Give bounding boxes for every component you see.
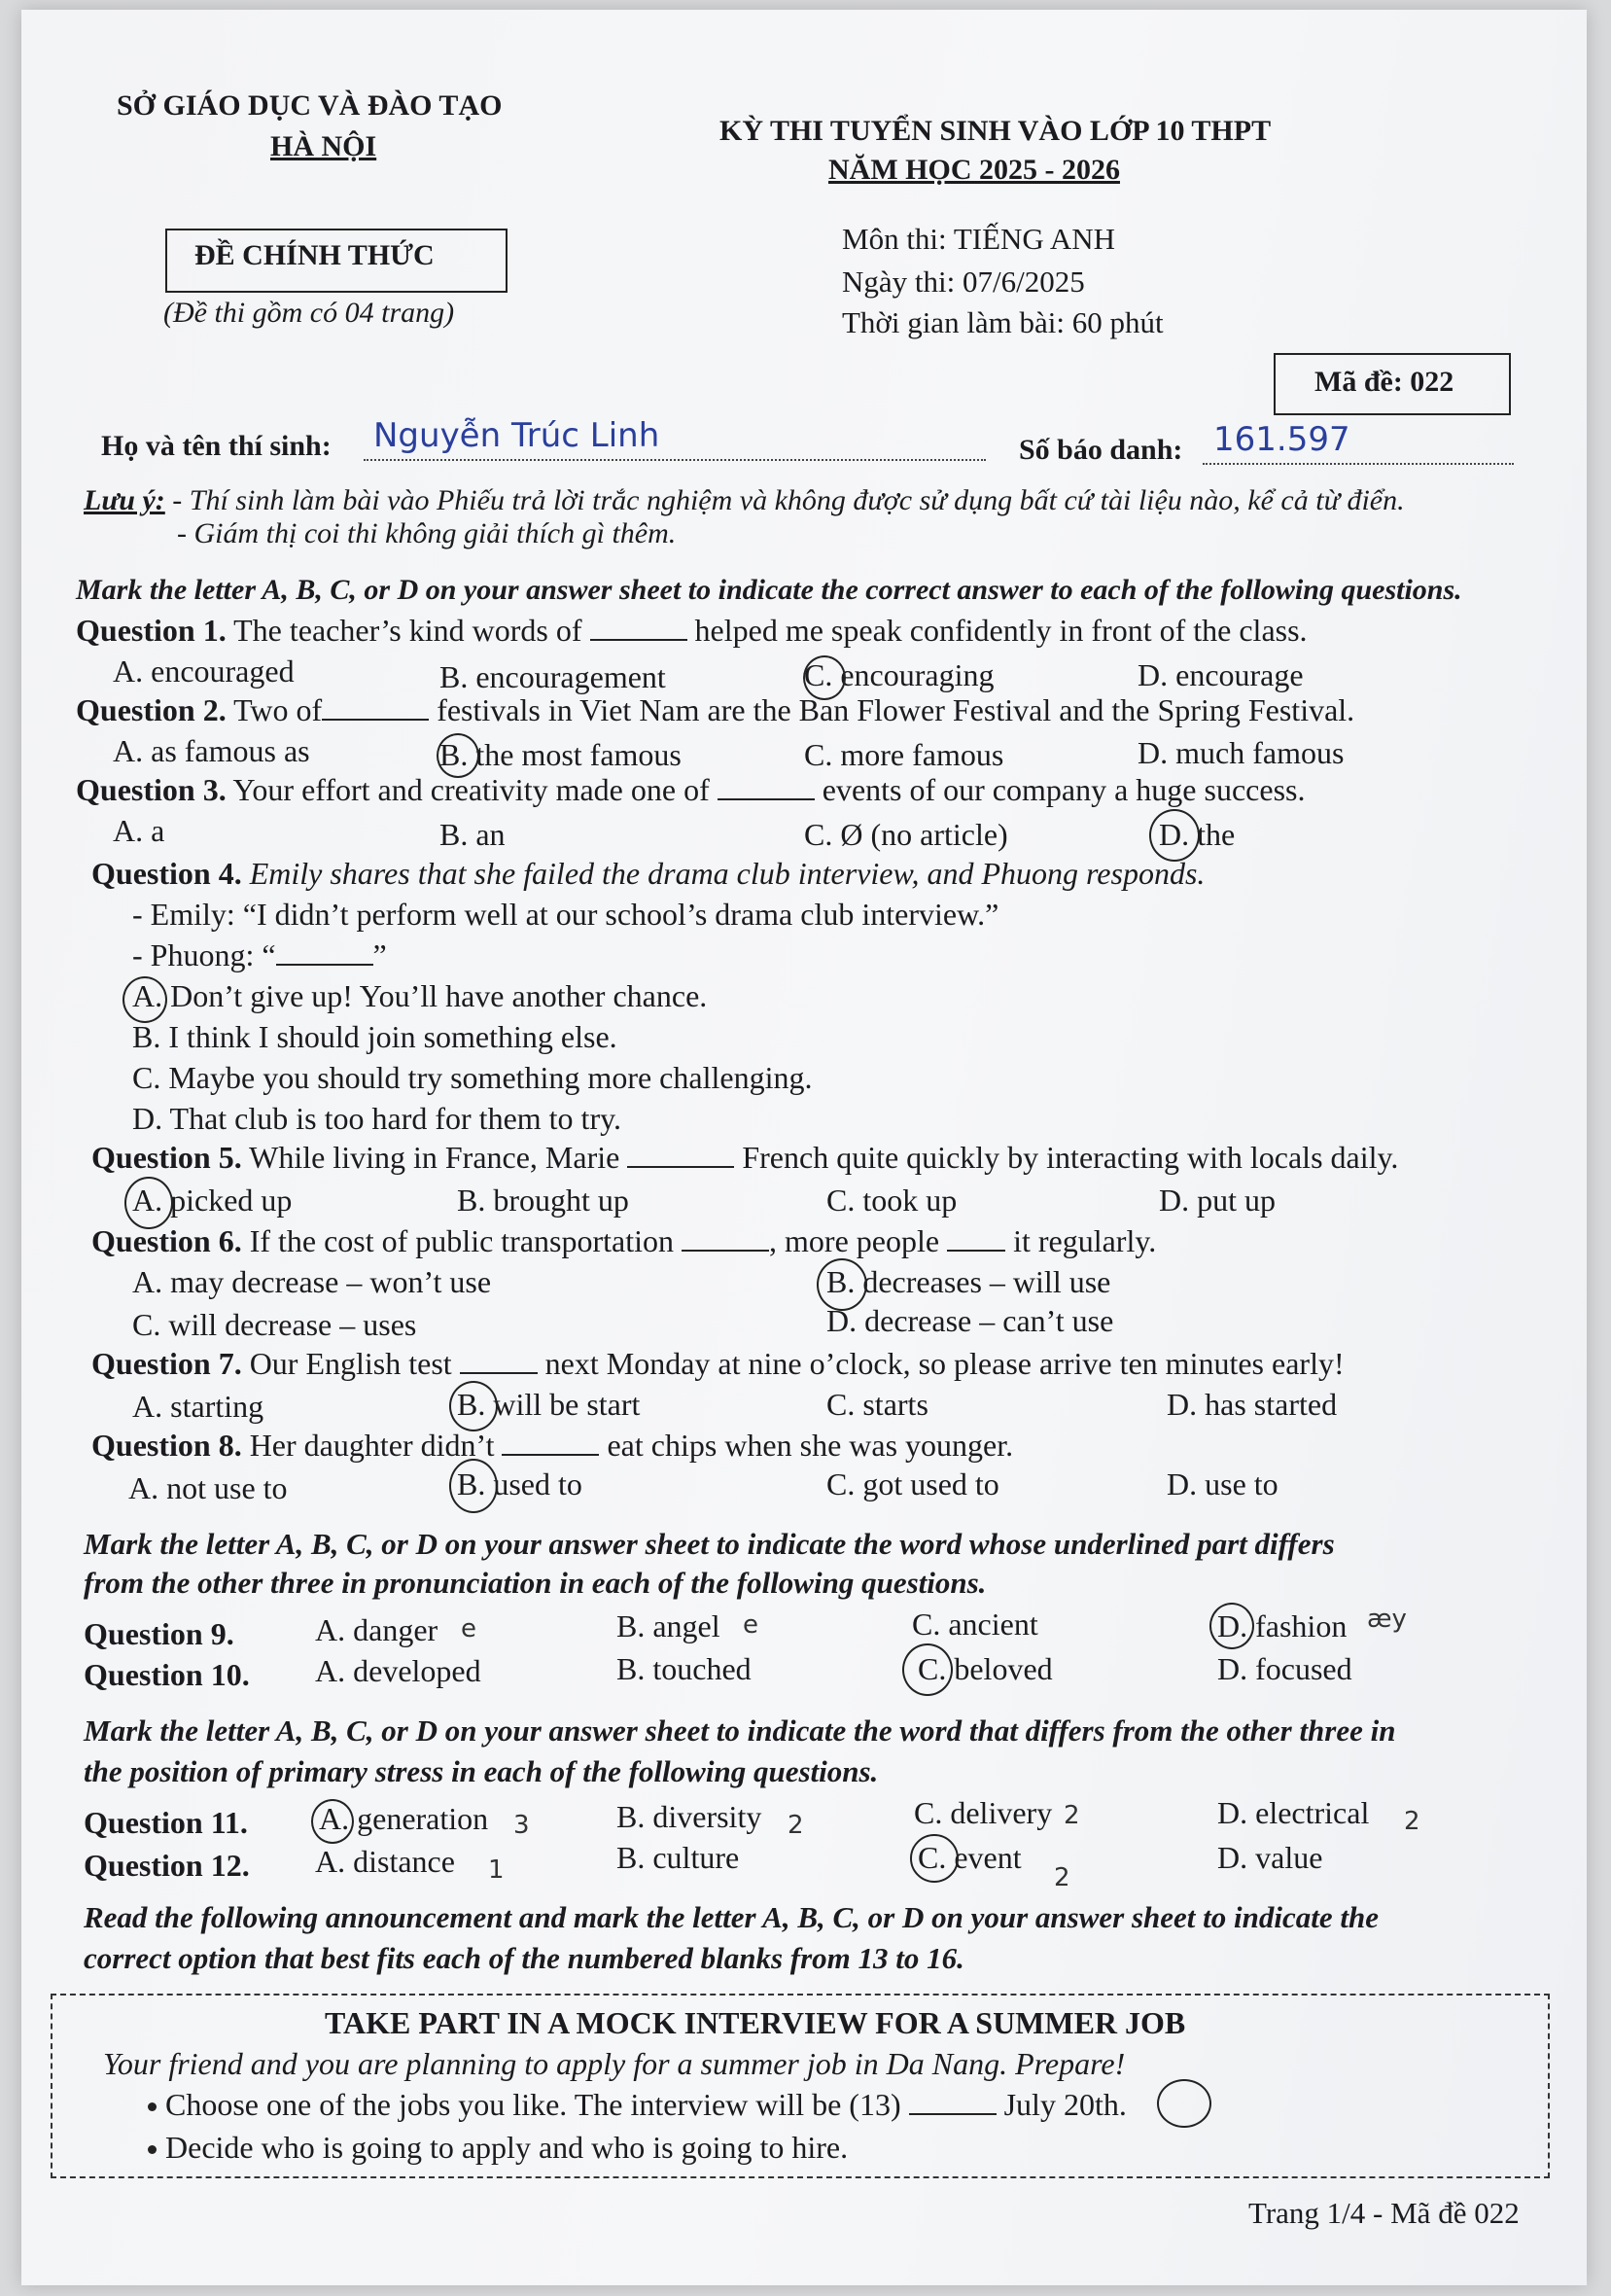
- q6-option-b[interactable]: B. decreases – will use: [826, 1264, 1111, 1299]
- candidate-id-line: [1203, 463, 1514, 465]
- q7-option-b[interactable]: B. will be start: [457, 1387, 641, 1422]
- q2-option-c[interactable]: C. more famous: [804, 737, 1004, 772]
- q1-option-b[interactable]: B. encouragement: [439, 659, 666, 694]
- q1-option-a[interactable]: A. encouraged: [113, 653, 295, 689]
- notes-line-2: - Giám thị coi thi không giải thích gì thêm.: [177, 517, 677, 549]
- q10-option-c[interactable]: C. beloved: [918, 1651, 1053, 1686]
- q5-option-d[interactable]: D. put up: [1159, 1183, 1276, 1218]
- question-9: Question 9.: [84, 1616, 234, 1651]
- candidate-name-value: Nguyễn Trúc Linh: [373, 416, 660, 455]
- q1-option-c[interactable]: C. encouraging: [804, 657, 995, 692]
- q12-option-c[interactable]: C. event: [918, 1840, 1022, 1875]
- question-8: Question 8. Her daughter didn’t eat chips when she was younger.: [91, 1428, 1014, 1463]
- q10-answer-circle: [902, 1643, 953, 1696]
- announcement-intro: Your friend and you are planning to apply for a summer job in Da Nang. Prepare!: [103, 2046, 1126, 2081]
- q7-option-a[interactable]: A. starting: [132, 1389, 264, 1424]
- q2-option-d[interactable]: D. much famous: [1138, 735, 1345, 770]
- announcement-bullet-2: Decide who is going to apply and who is going to hire.: [165, 2130, 849, 2165]
- q6-option-d[interactable]: D. decrease – can’t use: [826, 1303, 1114, 1338]
- candidate-name-label: Họ và tên thí sinh:: [101, 430, 332, 462]
- q11-option-d[interactable]: D. electrical: [1217, 1795, 1370, 1830]
- q10-option-b[interactable]: B. touched: [616, 1651, 752, 1686]
- exam-date: Ngày thi: 07/6/2025: [842, 265, 1085, 299]
- q4-option-d[interactable]: D. That club is too hard for them to try.: [132, 1101, 622, 1136]
- question-6: Question 6. If the cost of public transportation , more people it regularly.: [91, 1223, 1157, 1258]
- q12-note-c: 2: [1054, 1863, 1070, 1892]
- q10-option-d[interactable]: D. focused: [1217, 1651, 1352, 1686]
- q3-option-d[interactable]: D. the: [1159, 817, 1236, 852]
- q11-note-c: 2: [1064, 1801, 1080, 1830]
- section2-instruction-line-2: from the other three in pronunciation in each of the following questions.: [84, 1566, 987, 1600]
- bullet-1: [148, 2102, 157, 2111]
- q2-option-a[interactable]: A. as famous as: [113, 733, 310, 768]
- exam-title: KỲ THI TUYỂN SINH VÀO LỚP 10 THPT: [719, 115, 1272, 147]
- q13-answer-circle: [1157, 2079, 1211, 2128]
- q8-answer-circle: [449, 1459, 498, 1513]
- exam-page: [21, 10, 1587, 2285]
- question-4: Question 4. Emily shares that she failed the drama club interview, and Phuong responds.: [91, 856, 1206, 891]
- q5-option-b[interactable]: B. brought up: [457, 1183, 629, 1218]
- q3-option-b[interactable]: B. an: [439, 817, 506, 852]
- q9-option-b[interactable]: B. angel: [616, 1608, 720, 1643]
- q9-note-a: e: [461, 1614, 476, 1643]
- q4-option-a[interactable]: A. Don’t give up! You’ll have another chance.: [132, 978, 708, 1013]
- q12-answer-circle: [910, 1834, 959, 1883]
- subject: Môn thi: TIẾNG ANH: [842, 222, 1116, 256]
- q9-option-c[interactable]: C. ancient: [912, 1607, 1038, 1642]
- section4-instruction-line-1: Read the following announcement and mark the letter A, B, C, or D on your answer sheet to indicate the: [84, 1900, 1379, 1934]
- q3-option-a[interactable]: A. a: [113, 813, 165, 848]
- q10-option-a[interactable]: A. developed: [315, 1653, 481, 1688]
- q6-option-a[interactable]: A. may decrease – won’t use: [132, 1264, 492, 1299]
- q8-option-c[interactable]: C. got used to: [826, 1466, 999, 1501]
- question-10: Question 10.: [84, 1657, 250, 1692]
- q8-option-a[interactable]: A. not use to: [128, 1470, 288, 1505]
- question-7: Question 7. Our English test next Monday at nine o’clock, so please arrive ten minutes early!: [91, 1346, 1345, 1381]
- candidate-name-line: [364, 459, 986, 461]
- q12-note-a: 1: [488, 1855, 505, 1885]
- q1-option-d[interactable]: D. encourage: [1138, 657, 1304, 692]
- q11-note-b: 2: [788, 1811, 804, 1840]
- question-11: Question 11.: [84, 1805, 248, 1840]
- q5-option-a[interactable]: A. picked up: [132, 1183, 293, 1218]
- q6-option-c[interactable]: C. will decrease – uses: [132, 1307, 417, 1342]
- q9-note-d: æy: [1367, 1605, 1407, 1634]
- q5-option-c[interactable]: C. took up: [826, 1183, 958, 1218]
- question-2: Question 2. Two of festivals in Viet Nam are the Ban Flower Festival and the Spring Festival.: [76, 692, 1355, 727]
- announcement-title: TAKE PART IN A MOCK INTERVIEW FOR A SUMMER JOB: [325, 2005, 1186, 2040]
- section3-instruction-line-1: Mark the letter A, B, C, or D on your answer sheet to indicate the word that differs from the other three in: [84, 1713, 1396, 1748]
- q4-emily-line: - Emily: “I didn’t perform well at our school’s drama club interview.”: [132, 897, 999, 932]
- section4-instruction-line-2: correct option that best fits each of the numbered blanks from 13 to 16.: [84, 1941, 964, 1975]
- q8-option-b[interactable]: B. used to: [457, 1466, 582, 1501]
- official-label: ĐỀ CHÍNH THỨC: [194, 239, 435, 271]
- announcement-bullet-1: Choose one of the jobs you like. The interview will be (13) July 20th.: [165, 2087, 1127, 2122]
- school-year: NĂM HỌC 2025 - 2026: [828, 154, 1120, 186]
- q4-phuong-line: - Phuong: “ ”: [132, 937, 387, 972]
- page-footer: Trang 1/4 - Mã đề 022: [1248, 2196, 1520, 2230]
- q12-option-a[interactable]: A. distance: [315, 1844, 455, 1879]
- q11-answer-circle: [311, 1799, 354, 1844]
- city-name: HÀ NỘI: [270, 130, 377, 162]
- question-12: Question 12.: [84, 1848, 250, 1883]
- q7-answer-circle: [449, 1381, 498, 1431]
- exam-duration: Thời gian làm bài: 60 phút: [842, 305, 1164, 339]
- q9-note-b: e: [743, 1610, 758, 1640]
- q4-option-c[interactable]: C. Maybe you should try something more challenging.: [132, 1060, 813, 1095]
- q11-note-a: 3: [513, 1811, 530, 1840]
- question-3: Question 3. Your effort and creativity made one of events of our company a huge success.: [76, 772, 1306, 807]
- q5-answer-circle: [124, 1177, 173, 1229]
- section3-instruction-line-2: the position of primary stress in each of the following questions.: [84, 1754, 879, 1788]
- q7-option-d[interactable]: D. has started: [1167, 1387, 1338, 1422]
- question-1: Question 1. The teacher’s kind words of helped me speak confidently in front of the class.: [76, 613, 1308, 648]
- q4-option-b[interactable]: B. I think I should join something else.: [132, 1019, 617, 1054]
- exam-code: Mã đề: 022: [1314, 366, 1454, 398]
- section2-instruction-line-1: Mark the letter A, B, C, or D on your answer sheet to indicate the word whose underlined part differs: [84, 1527, 1335, 1561]
- q7-option-c[interactable]: C. starts: [826, 1387, 928, 1422]
- q9-option-a[interactable]: A. danger: [315, 1612, 438, 1647]
- q4-answer-circle: [123, 976, 167, 1023]
- q3-answer-circle: [1149, 809, 1200, 862]
- department-name: SỞ GIÁO DỤC VÀ ĐÀO TẠO: [117, 89, 503, 122]
- q9-answer-circle: [1209, 1603, 1254, 1649]
- q8-option-d[interactable]: D. use to: [1167, 1466, 1278, 1501]
- q11-option-b[interactable]: B. diversity: [616, 1799, 762, 1834]
- candidate-id-label: Số báo danh:: [1019, 434, 1183, 466]
- q12-option-d[interactable]: D. value: [1217, 1840, 1323, 1875]
- pages-note: (Đề thi gồm có 04 trang): [163, 297, 455, 329]
- q11-note-d: 2: [1404, 1807, 1420, 1836]
- q11-option-c[interactable]: C. delivery: [914, 1795, 1053, 1830]
- notes-line-1: Lưu ý: - Thí sinh làm bài vào Phiếu trả lời trắc nghiệm và không được sử dụng bất cứ tài liệu nào, kể cả từ điển.: [84, 484, 1405, 516]
- q12-option-b[interactable]: B. culture: [616, 1840, 740, 1875]
- q3-option-c[interactable]: C. Ø (no article): [804, 817, 1008, 852]
- q11-option-a[interactable]: A. generation: [319, 1801, 489, 1836]
- question-5: Question 5. While living in France, Marie French quite quickly by interacting with locals daily.: [91, 1140, 1399, 1175]
- q2-option-b[interactable]: B. the most famous: [439, 737, 682, 772]
- q9-option-d[interactable]: D. fashion: [1217, 1608, 1348, 1643]
- section1-instruction: Mark the letter A, B, C, or D on your answer sheet to indicate the correct answer to each of the following questions.: [76, 574, 1462, 606]
- bullet-2: [148, 2145, 157, 2154]
- candidate-id-value: 161.597: [1213, 420, 1350, 459]
